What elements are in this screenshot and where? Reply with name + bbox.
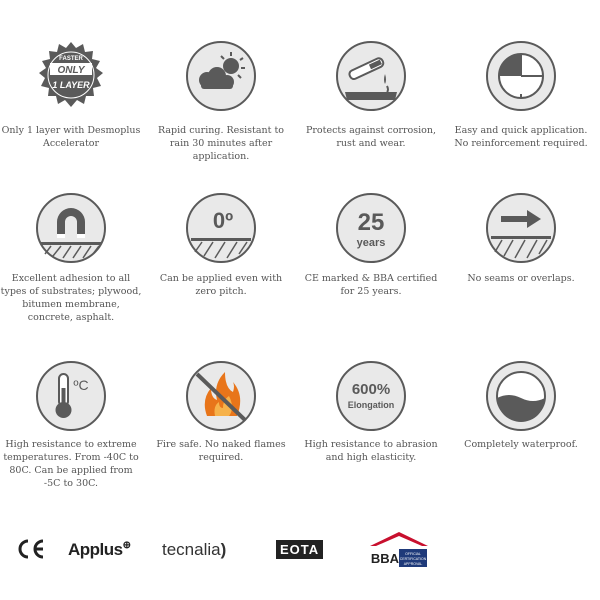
adhesion-magnet-icon (35, 192, 107, 264)
quick-clock-icon (485, 40, 557, 112)
elongation-label-text: Elongation (347, 400, 395, 410)
bba-logo (368, 530, 430, 576)
fire-safe-icon (185, 360, 257, 432)
feature-caption: Excellent adhesion to all types of substrates; plywood, bitumen membrane, concrete, asphalt. (0, 273, 142, 323)
elongation-icon (335, 360, 407, 432)
seamless-arrow-icon (485, 192, 557, 264)
twenty-five-years-icon (335, 192, 407, 264)
eota-logo (276, 540, 323, 559)
certification-logos (0, 528, 600, 578)
feature-caption: High resistance to extreme temperatures. From -40C to 80C. Can be applied from -5C to 30C. (3, 439, 139, 489)
zero-pitch-icon (185, 192, 257, 264)
feature-caption: CE marked & BBA certified for 25 years. (304, 273, 438, 297)
bba-small-line3: APPROVAL (403, 562, 423, 566)
bba-small-line1: OFFICIAL (405, 552, 421, 556)
applus-logo (68, 540, 131, 560)
applus-plus-icon: ⊕ (122, 540, 131, 551)
zero-degree-text: 0º (212, 208, 234, 233)
years-unit-text: years (356, 237, 386, 249)
waterproof-icon (485, 360, 557, 432)
corrosion-protection-icon (335, 40, 407, 112)
thermometer-icon (35, 360, 107, 432)
feature-caption: Easy and quick application. No reinforcement required. (454, 125, 588, 149)
eota-text: EOTA (280, 542, 320, 557)
feature-caption: No seams or overlaps. (467, 273, 575, 284)
feature-caption: Only 1 layer with Desmoplus Accelerator (1, 125, 141, 149)
elongation-percent-text: 600% (351, 381, 391, 398)
badge-1layer-text: 1 LAYER (52, 80, 90, 90)
bba-small-line2: CERTIFICATION (399, 557, 427, 561)
tecnalia-mark-icon: ) (220, 540, 227, 559)
feature-caption: Can be applied even with zero pitch. (159, 273, 283, 297)
ce-logo (16, 538, 46, 564)
feature-caption: Completely waterproof. (464, 439, 578, 450)
tecnalia-logo (162, 540, 226, 560)
feature-caption: High resistance to abrasion and high elasticity. (304, 439, 438, 463)
feature-caption: Fire safe. No naked flames required. (156, 439, 286, 463)
feature-caption: Rapid curing. Resistant to rain 30 minutes after application. (157, 125, 285, 162)
badge-faster-text: FASTER (59, 56, 83, 62)
tecnalia-text: tecnalia (162, 540, 221, 559)
faster-one-layer-badge-icon (35, 40, 107, 112)
bba-text: BBA (370, 551, 400, 566)
celsius-text: ºC (73, 377, 89, 393)
sun-cloud-icon (185, 40, 257, 112)
applus-text: Applus (68, 540, 123, 559)
years-number-text: 25 (357, 209, 385, 236)
feature-caption: Protects against corrosion, rust and wear. (305, 125, 437, 149)
badge-only-text: ONLY (57, 65, 85, 76)
